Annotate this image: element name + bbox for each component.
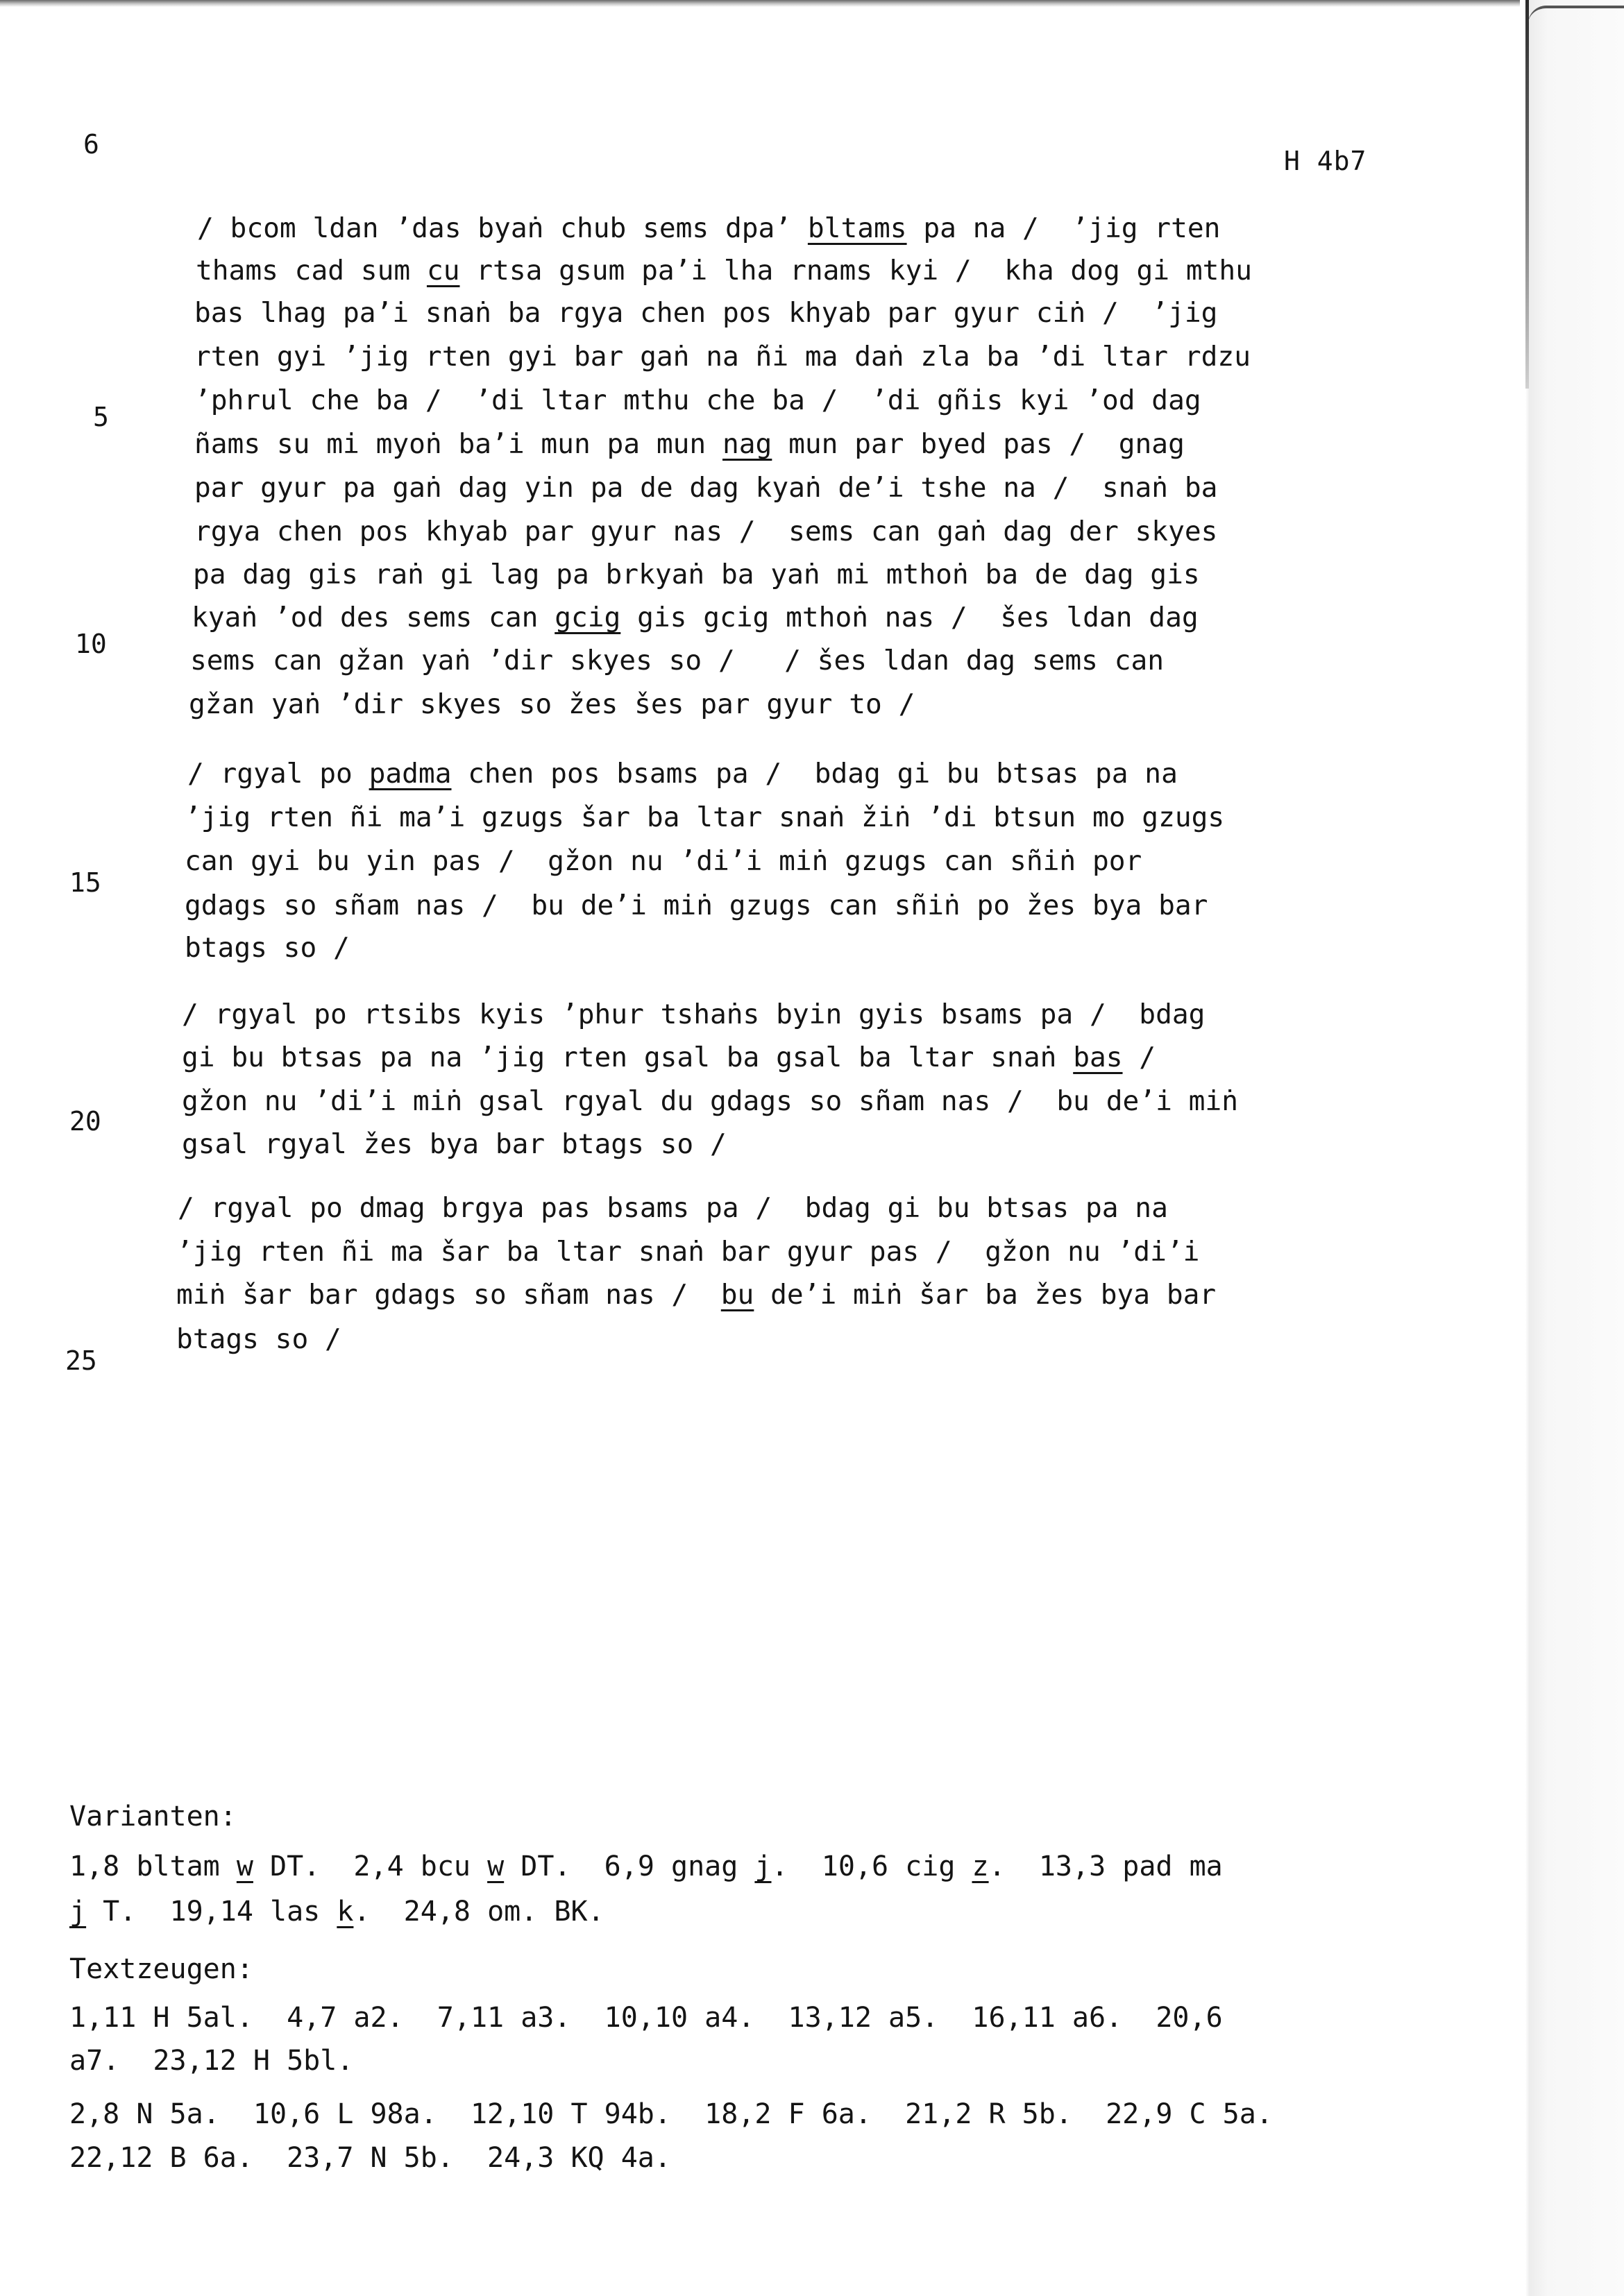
underlined-word: j xyxy=(69,1896,87,1928)
page-number: 6 xyxy=(83,129,99,160)
text-line xyxy=(182,998,1206,1030)
underlined-word: cu xyxy=(426,255,460,287)
text-segment: rtsa gsum pa’i lha rnams kyi / kha dog gi mthu xyxy=(459,255,1252,287)
text-segment: . 24,8 om. BK. xyxy=(353,1896,604,1928)
text-segment: btags so / xyxy=(176,1323,341,1355)
text-line xyxy=(176,1236,1200,1268)
text-segment: / rgyal po rtsibs kyis ’phur tshaṅs byin gyis bsams pa / bdag xyxy=(182,998,1206,1030)
witness-line xyxy=(69,2004,1223,2032)
scan-top-edge xyxy=(0,0,1541,7)
text-line xyxy=(185,892,1208,920)
text-line xyxy=(194,472,1218,504)
text-line xyxy=(189,688,915,720)
underlined-word: gcig xyxy=(555,602,621,633)
text-line xyxy=(194,518,1217,546)
line-number: 20 xyxy=(69,1106,101,1137)
underlined-word: padma xyxy=(369,758,452,790)
text-line xyxy=(185,845,1142,877)
text-segment: . 10,6 cig xyxy=(771,1851,972,1882)
text-segment: 1,11 H 5al. 4,7 a2. 7,11 a3. 10,10 a4. 13,12 a5. 16,11 a6. 20,6 xyxy=(69,2002,1223,2034)
text-segment: 1,8 bltam xyxy=(69,1851,237,1882)
textzeugen-heading: Textzeugen: xyxy=(69,1953,253,1985)
text-segment: 2,8 N 5a. 10,6 L 98a. 12,10 T 94b. 18,2 F 6a. 21,2 R 5b. 22,9 C 5a. xyxy=(69,2098,1273,2130)
underlined-word: bas xyxy=(1073,1041,1123,1073)
text-segment: gžon nu ’di’i miṅ gsal rgyal du gdags so sñam nas / bu de’i miṅ xyxy=(182,1085,1238,1117)
text-line xyxy=(176,1323,341,1355)
underlined-word: bltams xyxy=(807,212,907,244)
underlined-word: j xyxy=(754,1851,772,1882)
variant-line xyxy=(69,1853,1223,1880)
text-line xyxy=(194,428,1185,460)
text-line xyxy=(182,1041,1156,1073)
witness-line xyxy=(69,2144,671,2172)
text-line xyxy=(182,1085,1238,1117)
scan-right-margin xyxy=(1520,0,1624,2296)
text-line xyxy=(190,647,1164,675)
text-line xyxy=(193,561,1200,589)
text-line xyxy=(176,1279,1217,1311)
text-segment: DT. 6,9 gnag xyxy=(504,1851,755,1882)
line-number: 5 xyxy=(93,402,109,432)
scan-page-edge-shadow xyxy=(1525,0,1529,389)
document-reference: H 4b7 xyxy=(1284,146,1367,176)
text-segment: gžan yaṅ ’dir skyes so žes šes par gyur to / xyxy=(189,688,915,720)
underlined-word: k xyxy=(337,1896,354,1928)
text-segment: ñams su mi myoṅ ba’i mun pa mun xyxy=(194,428,722,460)
line-number: 10 xyxy=(75,629,107,659)
text-segment: ’jig rten ñi ma’i gzugs šar ba ltar snaṅ žiṅ ’di btsun mo gzugs xyxy=(185,801,1225,833)
underlined-word: w xyxy=(487,1851,505,1882)
text-segment: kyaṅ ’od des sems can xyxy=(192,602,555,633)
variant-line xyxy=(69,1896,604,1928)
text-segment: DT. 2,4 bcu xyxy=(253,1851,488,1882)
witness-line xyxy=(69,2100,1273,2128)
text-line xyxy=(194,343,1251,371)
text-line xyxy=(178,1192,1168,1224)
text-segment: can gyi bu yin pas / gžon nu ’di’i miṅ gzugs can sñiṅ por xyxy=(185,845,1142,877)
text-segment: mun par byed pas / gnag xyxy=(772,428,1185,460)
text-segment: chen pos bsams pa / bdag gi bu btsas pa na xyxy=(451,758,1178,790)
text-segment: gis gcig mthoṅ nas / šes ldan dag xyxy=(620,602,1199,633)
text-segment: pa na / ’jig rten xyxy=(906,212,1221,244)
text-line xyxy=(194,384,1201,416)
text-line xyxy=(197,212,1221,244)
text-segment: / xyxy=(1122,1041,1156,1073)
text-segment: / rgyal po xyxy=(187,758,369,790)
text-segment: de’i miṅ šar ba žes bya bar xyxy=(754,1279,1217,1311)
text-segment: T. 19,14 las xyxy=(86,1896,337,1928)
text-segment: . 13,3 pad ma xyxy=(988,1851,1223,1882)
underlined-word: bu xyxy=(720,1279,754,1311)
text-segment: pa dag gis raṅ gi lag pa brkyaṅ ba yaṅ mi mthoṅ ba de dag gis xyxy=(193,559,1200,590)
text-segment: a7. 23,12 H 5bl. xyxy=(69,2045,354,2077)
line-number: 25 xyxy=(65,1345,97,1376)
text-line xyxy=(192,604,1199,632)
underlined-word: w xyxy=(236,1851,253,1882)
witness-line xyxy=(69,2047,353,2075)
text-segment: rten gyi ’jig rten gyi bar gaṅ na ñi ma daṅ zla ba ’di ltar rdzu xyxy=(194,341,1251,373)
text-segment: btags so / xyxy=(185,932,350,964)
text-line xyxy=(185,932,350,964)
text-segment: par gyur pa gaṅ dag yin pa de dag kyaṅ de’i tshe na / snaṅ ba xyxy=(194,472,1218,504)
text-segment: ’jig rten ñi ma šar ba ltar snaṅ bar gyur pas / gžon nu ’di’i xyxy=(176,1236,1200,1268)
text-line xyxy=(196,257,1252,285)
text-segment: 22,12 B 6a. 23,7 N 5b. 24,3 KQ 4a. xyxy=(69,2142,671,2174)
underlined-word: nag xyxy=(722,428,772,460)
text-line xyxy=(194,297,1218,329)
text-segment: / bcom ldan ’das byaṅ chub sems dpa’ xyxy=(197,212,808,244)
text-line xyxy=(185,801,1225,833)
underlined-word: z xyxy=(972,1851,989,1882)
text-line xyxy=(187,760,1178,788)
text-segment: gsal rgyal žes bya bar btags so / xyxy=(182,1128,727,1160)
text-segment: ’phrul che ba / ’di ltar mthu che ba / ’di gñis kyi ’od dag xyxy=(194,384,1201,416)
varianten-heading: Varianten: xyxy=(69,1801,237,1832)
line-number: 15 xyxy=(69,867,101,898)
text-line xyxy=(182,1128,727,1160)
text-segment: thams cad sum xyxy=(196,255,427,287)
scan-page-edge-curl xyxy=(1528,6,1624,24)
text-segment: / rgyal po dmag brgya pas bsams pa / bdag gi bu btsas pa na xyxy=(178,1192,1168,1224)
text-segment: sems can gžan yaṅ ’dir skyes so / / šes ldan dag sems can xyxy=(190,645,1165,677)
text-segment: gi bu btsas pa na ’jig rten gsal ba gsal ba ltar snaṅ xyxy=(182,1041,1074,1073)
text-segment: miṅ šar bar gdags so sñam nas / xyxy=(176,1279,721,1311)
text-segment: gdags so sñam nas / bu de’i miṅ gzugs can sñiṅ po žes bya bar xyxy=(185,890,1208,921)
text-segment: bas lhag pa’i snaṅ ba rgya chen pos khyab par gyur ciṅ / ’jig xyxy=(194,297,1218,329)
text-segment: rgya chen pos khyab par gyur nas / sems can gaṅ dag der skyes xyxy=(194,516,1218,547)
